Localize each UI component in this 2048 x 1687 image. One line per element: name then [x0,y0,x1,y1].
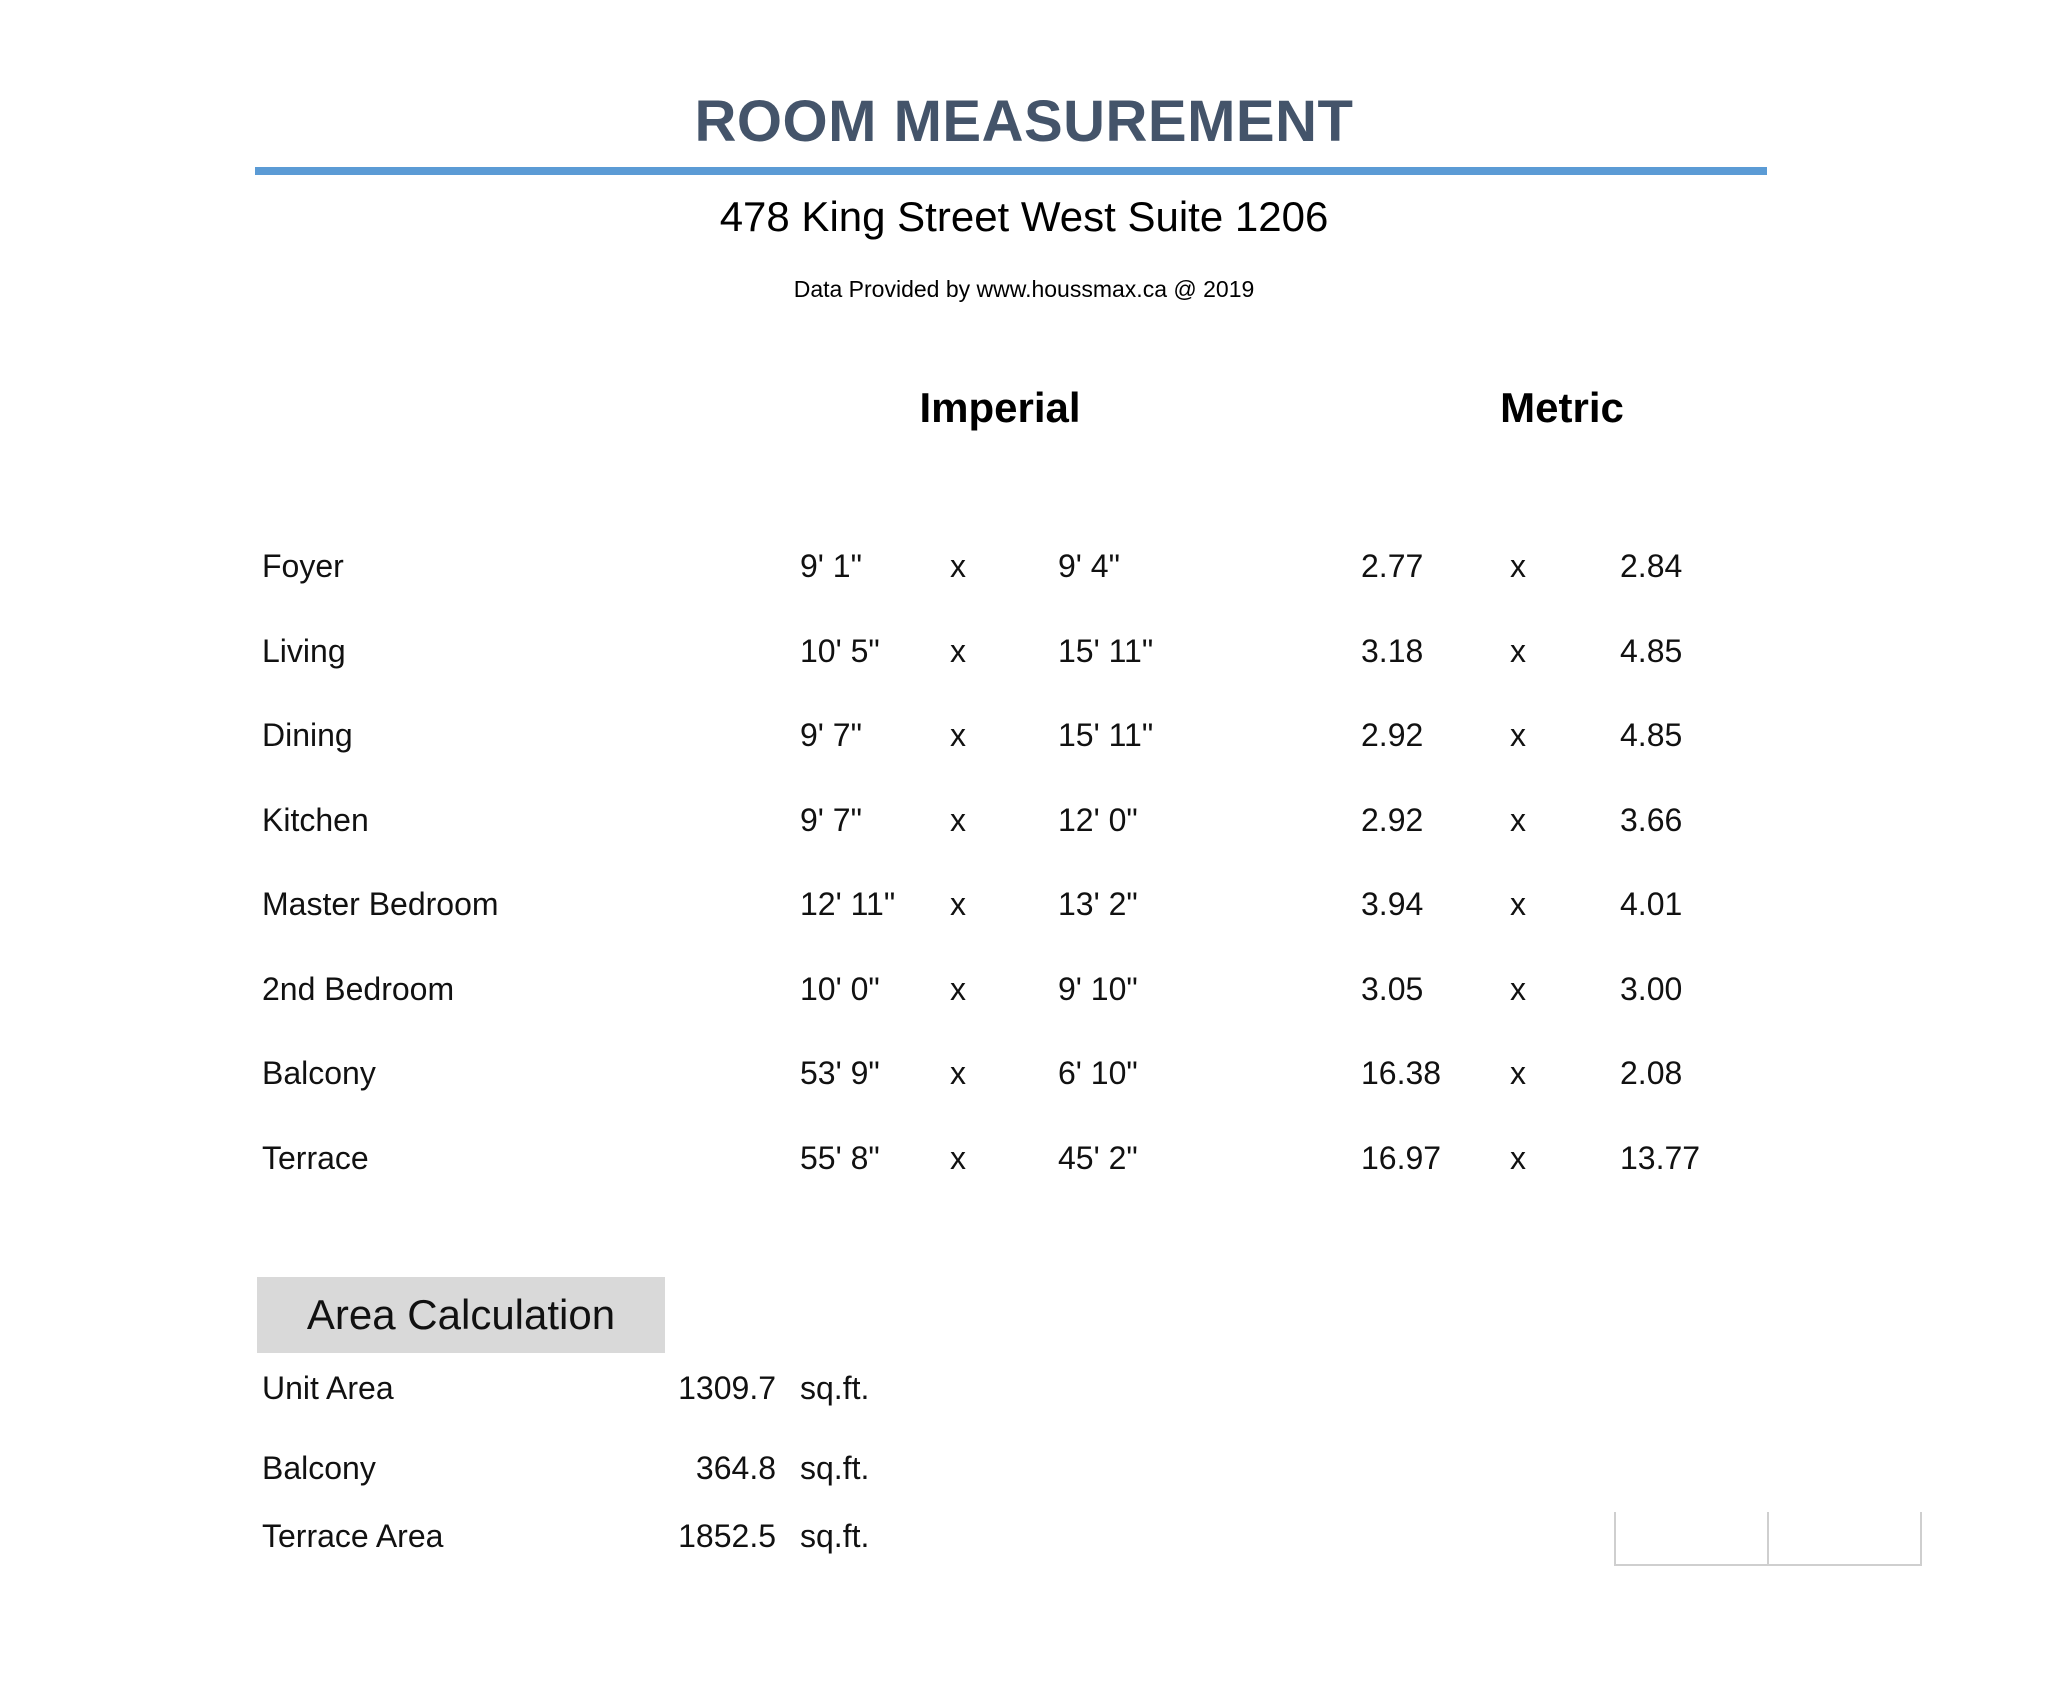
area-unit: sq.ft. [800,1370,870,1406]
table-row [0,1140,2048,1225]
metric-length: 4.01 [1620,886,1683,922]
metric-times: x [1510,886,1526,922]
metric-times: x [1510,717,1526,753]
cell-divider [1767,1512,1769,1566]
imperial-width: 9' 7" [800,717,862,753]
imperial-width: 10' 0" [800,970,880,1007]
metric-width: 2.77 [1361,548,1424,584]
data-credit: Data Provided by www.houssmax.ca @ 2019 [793,276,1255,302]
room-name: Foyer [262,548,344,584]
metric-length: 3.66 [1620,801,1683,838]
area-unit: sq.ft. [800,1518,870,1554]
room-name: Balcony [262,1055,376,1091]
metric-width: 3.18 [1361,632,1424,669]
area-value: 1852.5 [678,1518,776,1554]
metric-width: 2.92 [1361,717,1424,753]
table-row [0,717,2048,802]
table-row [0,1055,2048,1140]
imperial-width: 10' 5" [800,632,880,669]
area-value: 1309.7 [678,1370,776,1406]
room-name: Terrace [262,1139,369,1176]
imperial-length: 12' 0" [1058,801,1138,838]
room-name: 2nd Bedroom [262,970,455,1007]
metric-column-heading: Metric [1500,384,1624,431]
imperial-width: 9' 1" [800,548,862,584]
imperial-width: 55' 8" [800,1139,880,1176]
imperial-length: 9' 4" [1058,548,1120,584]
imperial-width: 12' 11" [800,886,896,922]
area-calculation-label: Area Calculation [306,1291,616,1338]
metric-times: x [1510,632,1526,669]
room-name: Dining [262,717,353,753]
metric-times: x [1510,548,1526,584]
metric-width: 3.05 [1361,970,1424,1007]
imperial-length: 9' 10" [1058,970,1138,1007]
table-row [0,802,2048,887]
imperial-times: x [950,1139,966,1176]
metric-times: x [1510,801,1526,838]
metric-length: 2.08 [1620,1055,1683,1091]
imperial-length: 15' 11" [1058,717,1154,753]
imperial-times: x [950,801,966,838]
imperial-times: x [950,717,966,753]
imperial-column-heading: Imperial [919,384,1081,431]
metric-length: 4.85 [1620,632,1683,669]
imperial-times: x [950,886,966,922]
metric-times: x [1510,1055,1526,1091]
room-name: Master Bedroom [262,886,499,922]
area-label: Terrace Area [262,1518,444,1554]
imperial-width: 9' 7" [800,801,862,838]
metric-length: 13.77 [1620,1139,1701,1176]
room-name: Kitchen [262,801,369,838]
room-name: Living [262,632,346,669]
imperial-width: 53' 9" [800,1055,880,1091]
area-value: 364.8 [695,1450,776,1486]
table-row [0,971,2048,1056]
table-row [0,548,2048,633]
metric-times: x [1510,970,1526,1007]
imperial-times: x [950,548,966,584]
metric-width: 2.92 [1361,801,1424,838]
imperial-times: x [950,970,966,1007]
area-calculation-heading [257,1277,665,1353]
room-measurement-table [0,548,2048,1224]
area-unit: sq.ft. [800,1450,870,1486]
metric-width: 3.94 [1361,886,1424,922]
imperial-length: 45' 2" [1058,1139,1138,1176]
page-title: ROOM MEASUREMENT [694,89,1354,154]
imperial-length: 15' 11" [1058,632,1154,669]
table-row [0,886,2048,971]
table-row [0,633,2048,718]
area-label: Unit Area [262,1370,394,1406]
imperial-times: x [950,632,966,669]
metric-width: 16.97 [1361,1139,1442,1176]
metric-length: 2.84 [1620,548,1683,584]
metric-times: x [1510,1139,1526,1176]
title-underline [255,167,1767,175]
imperial-times: x [950,1055,966,1091]
imperial-length: 6' 10" [1058,1055,1138,1091]
metric-length: 4.85 [1620,717,1683,753]
metric-length: 3.00 [1620,970,1683,1007]
property-address: 478 King Street West Suite 1206 [719,193,1329,240]
imperial-length: 13' 2" [1058,886,1138,922]
area-label: Balcony [262,1450,376,1486]
metric-width: 16.38 [1361,1055,1442,1091]
